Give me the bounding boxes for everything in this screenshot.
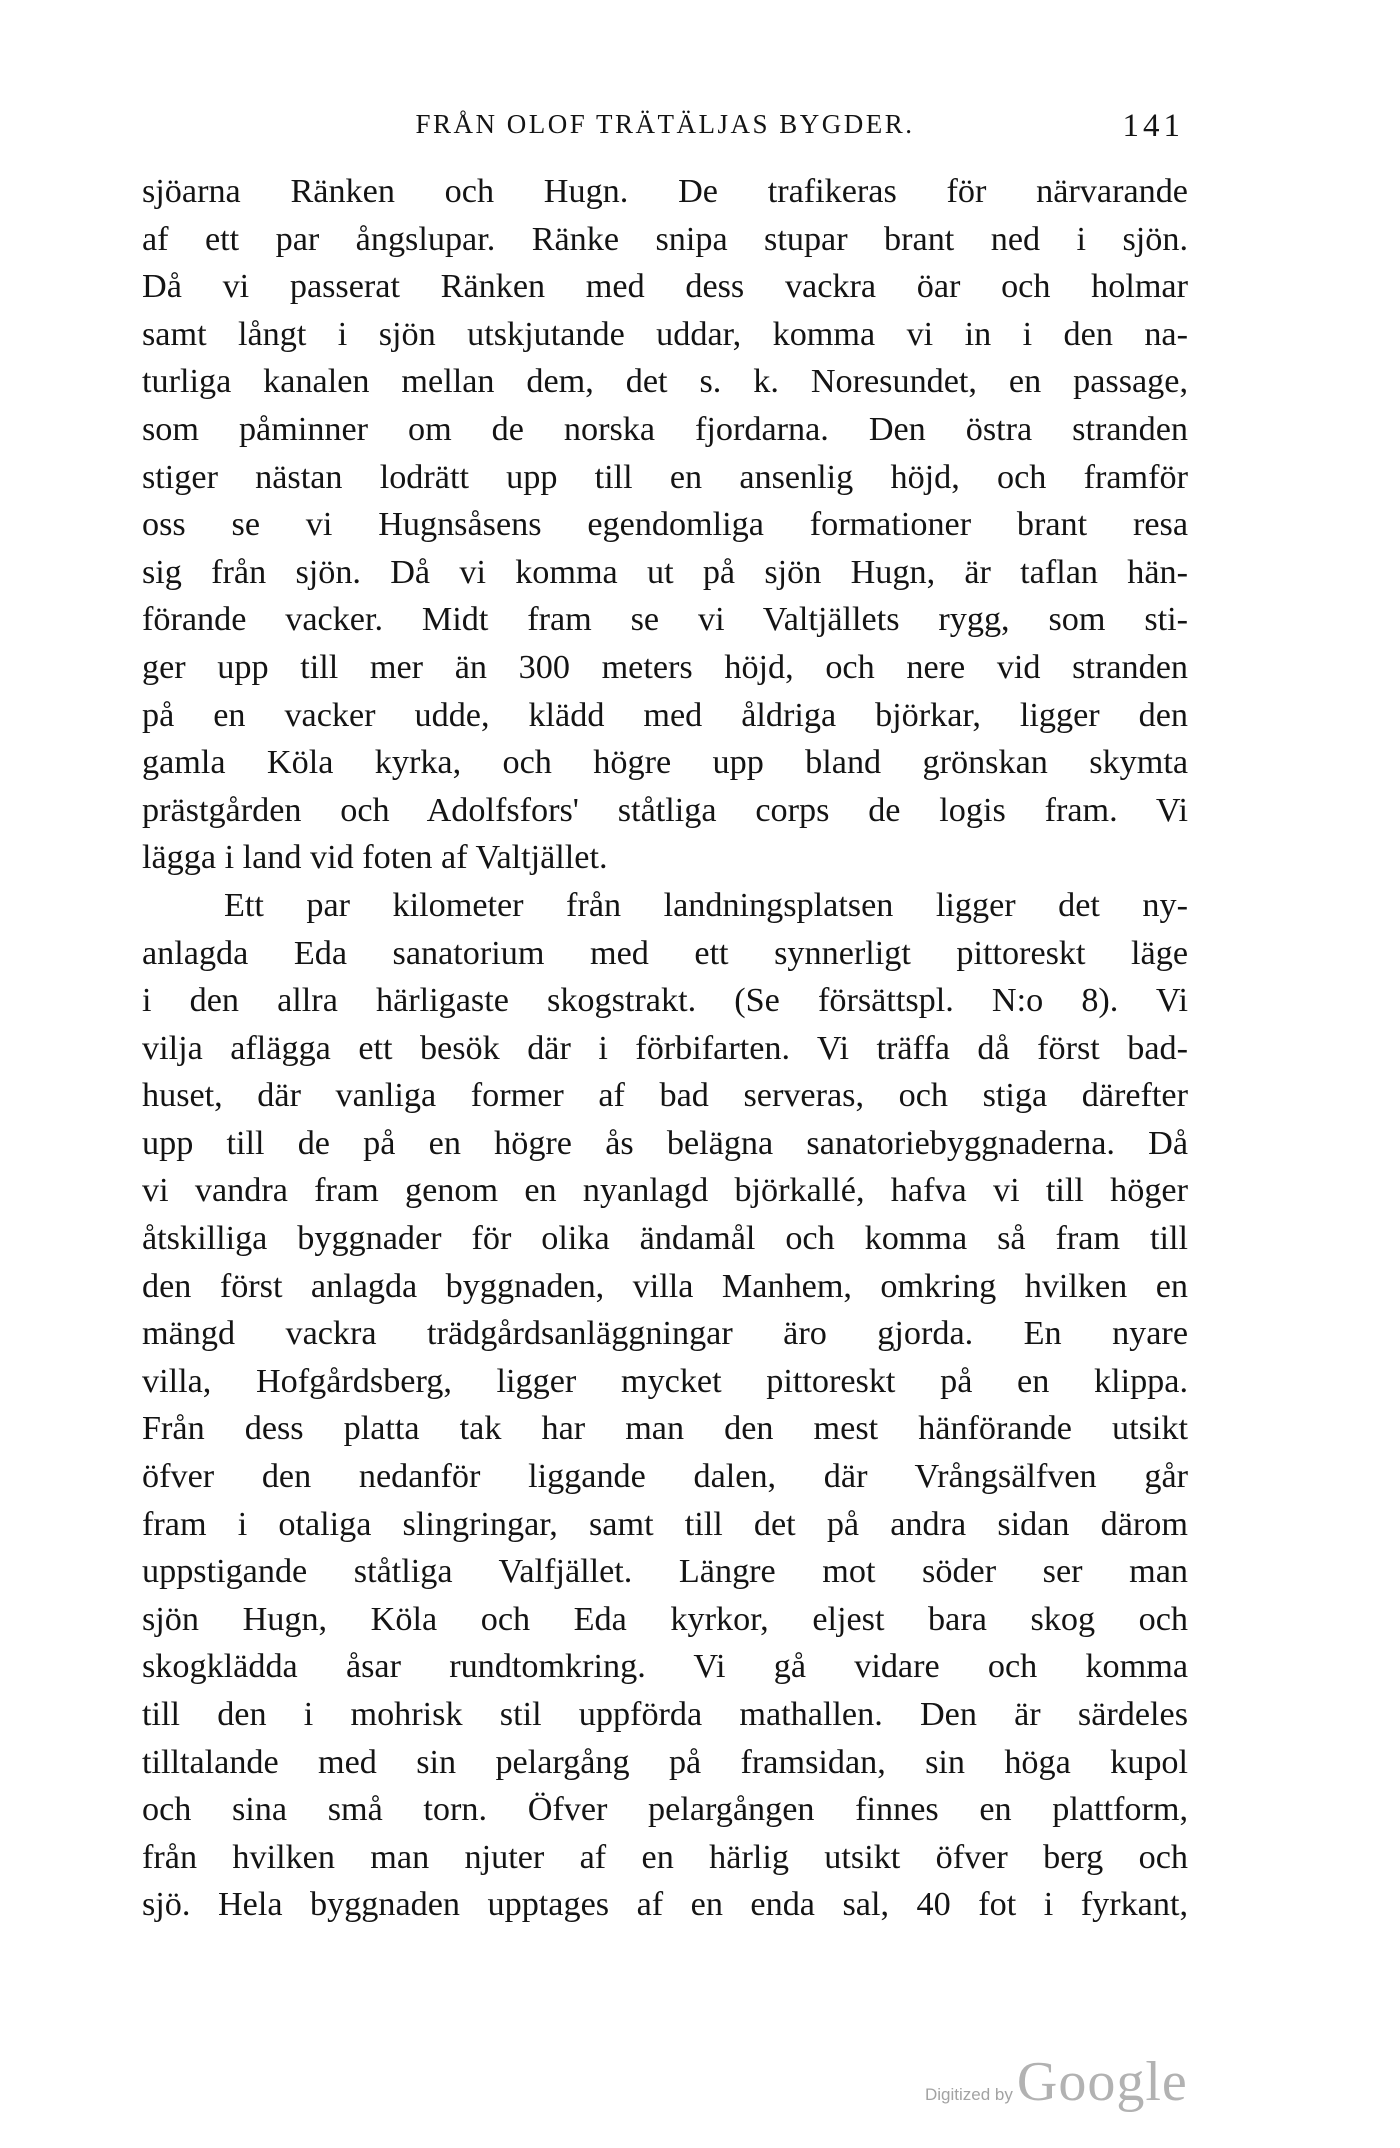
text-line: den först anlagda byggnaden, villa Manhem, omkring hvilken en xyxy=(142,1267,1188,1305)
google-logo: Google xyxy=(1016,2051,1188,2113)
body-text xyxy=(142,168,1188,1929)
text-line: villa, Hofgårdsberg, ligger mycket pittoreskt på en klippa. xyxy=(142,1362,1188,1400)
text-line: sjö. Hela byggnaden upptages af en enda sal, 40 fot i fyrkant, xyxy=(142,1886,1188,1924)
text-line: oss se vi Hugnsåsens egendomliga formationer brant resa xyxy=(142,506,1188,544)
digitized-by-label: Digitized by xyxy=(925,2085,1013,2104)
paragraph-1 xyxy=(142,168,1188,882)
text-line: lägga i land vid foten af Valtjället. xyxy=(142,839,608,877)
text-line: sjön Hugn, Köla och Eda kyrkor, eljest bara skog och xyxy=(142,1600,1188,1638)
digitized-watermark xyxy=(925,2050,1215,2112)
paragraph-2 xyxy=(142,882,1188,1929)
text-line: sig från sjön. Då vi komma ut på sjön Hugn, är taflan hän- xyxy=(142,553,1188,591)
text-line: Från dess platta tak har man den mest hänförande utsikt xyxy=(142,1410,1188,1448)
page-number: 141 xyxy=(1122,108,1184,144)
text-line: upp till de på en högre ås belägna sanatoriebyggnaderna. Då xyxy=(142,1124,1188,1162)
text-line: till den i mohrisk stil uppförda mathallen. Den är särdeles xyxy=(142,1696,1188,1733)
running-head xyxy=(142,104,1188,144)
text-line: förande vacker. Midt fram se vi Valtjällets rygg, som sti- xyxy=(142,601,1188,639)
text-line: som påminner om de norska fjordarna. Den östra stranden xyxy=(142,410,1188,448)
text-line: af ett par ångslupar. Ränke snipa stupar brant ned i sjön. xyxy=(142,220,1188,258)
text-line: Ett par kilometer från landningsplatsen ligger det ny- xyxy=(224,886,1188,924)
text-line: öfver den nedanför liggande dalen, där Vrångsälfven går xyxy=(142,1458,1188,1496)
text-line: på en vacker udde, klädd med åldriga björkar, ligger den xyxy=(142,696,1188,734)
text-line: anlagda Eda sanatorium med ett synnerligt pittoreskt läge xyxy=(142,934,1188,972)
text-line: från hvilken man njuter af en härlig utsikt öfver berg och xyxy=(142,1838,1188,1876)
text-line: i den allra härligaste skogstrakt. (Se försättspl. N:o 8). Vi xyxy=(142,982,1188,1020)
text-line: turliga kanalen mellan dem, det s. k. Noresundet, en passage, xyxy=(142,363,1188,401)
text-line: åtskilliga byggnader för olika ändamål och komma så fram till xyxy=(142,1220,1188,1258)
text-line: och sina små torn. Öfver pelargången finnes en plattform, xyxy=(142,1791,1188,1829)
text-line: Då vi passerat Ränken med dess vackra öar och holmar xyxy=(142,268,1188,306)
running-title: FRÅN OLOF TRÄTÄLJAS BYGDER. xyxy=(415,109,915,139)
text-line: uppstigande ståtliga Valfjället. Längre mot söder ser man xyxy=(142,1553,1188,1591)
text-line: mängd vackra trädgårdsanläggningar äro gjorda. En nyare xyxy=(142,1315,1188,1353)
text-line: ger upp till mer än 300 meters höjd, och nere vid stranden xyxy=(142,648,1188,686)
text-line: stiger nästan lodrätt upp till en ansenlig höjd, och framför xyxy=(142,458,1188,496)
text-line: vi vandra fram genom en nyanlagd björkallé, hafva vi till höger xyxy=(142,1172,1188,1210)
text-line: vilja aflägga ett besök där i förbifarten. Vi träffa då först bad- xyxy=(142,1029,1188,1067)
text-line: sjöarna Ränken och Hugn. De trafikeras för närvarande xyxy=(142,173,1188,210)
text-line: huset, där vanliga former af bad serveras, och stiga därefter xyxy=(142,1077,1188,1115)
text-line: samt långt i sjön utskjutande uddar, komma vi in i den na- xyxy=(142,315,1188,353)
text-line: tilltalande med sin pelargång på framsidan, sin höga kupol xyxy=(142,1743,1188,1781)
text-line: fram i otaliga slingringar, samt till det på andra sidan därom xyxy=(142,1505,1188,1543)
text-line: prästgården och Adolfsfors' ståtliga corps de logis fram. Vi xyxy=(142,791,1188,829)
text-line: gamla Köla kyrka, och högre upp bland grönskan skymta xyxy=(142,744,1188,782)
text-line: skogklädda åsar rundtomkring. Vi gå vidare och komma xyxy=(142,1648,1188,1686)
